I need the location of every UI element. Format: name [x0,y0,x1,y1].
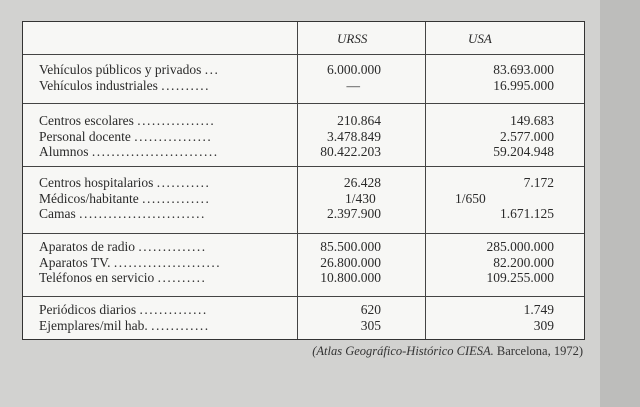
usa-value: 309 [533,317,554,333]
urss-value: 6.000.000 [327,62,381,77]
section-communications [23,239,584,286]
leader-dots: ................ [137,113,216,128]
leader-dots: .......................... [91,144,219,159]
row-label: Ejemplares/mil hab. [39,317,148,333]
urss-value: 305 [360,317,381,333]
row-label: Periódicos diarios [39,302,137,317]
row-divider [23,296,584,297]
table-row [23,62,584,78]
leader-dots: .......................... [79,206,206,221]
leader-dots: ................ [134,128,213,144]
leader-dots: ........... [156,175,211,190]
table-row [23,318,584,334]
source-place-year: Barcelona, 1972) [496,344,583,358]
leader-dots: .......... [161,77,210,93]
source-title: (Atlas Geográfico-Histórico CIESA. [312,344,494,358]
usa-value: 1/650 [455,190,486,206]
table-row [23,302,584,318]
usa-value: 149.683 [510,113,554,128]
usa-value: 2.577.000 [500,128,554,144]
row-label: Personal docente [39,128,131,144]
table-row [23,239,584,255]
urss-value: 1/430 [345,190,376,206]
table-row [23,175,584,191]
table-row [23,78,584,94]
page-edge [600,0,640,407]
section-education [23,113,584,160]
row-label: Centros hospitalarios [39,175,154,190]
usa-value: 109.255.000 [486,270,554,285]
leader-dots: .......... [157,270,207,285]
urss-value: 80.422.203 [320,144,381,159]
usa-value: 1.749 [523,302,554,317]
row-divider [23,166,584,167]
row-label: Alumnos [39,144,89,159]
header-urss: URSS [337,31,368,46]
table-row [23,270,584,286]
leader-dots: ...................... [113,254,222,270]
usa-value: 16.995.000 [493,77,554,93]
leader-dots: .............. [142,190,211,206]
urss-value: 620 [360,302,381,317]
urss-value: 85.500.000 [320,239,381,254]
row-divider [23,54,584,55]
usa-value: 83.693.000 [493,62,554,77]
leader-dots: ............ [151,317,210,333]
urss-value: 3.478.849 [327,128,381,144]
leader-dots: ... [204,62,220,77]
table-row [23,206,584,222]
row-label: Teléfonos en servicio [39,270,155,285]
row-label: Vehículos industriales [39,77,158,93]
table-row [23,113,584,129]
section-health [23,175,584,222]
row-label: Médicos/habitante [39,190,139,206]
urss-value: 26.800.000 [320,254,381,270]
row-label: Centros escolares [39,113,134,128]
table-row [23,255,584,271]
section-press [23,302,584,333]
row-divider [23,233,584,234]
table-row [23,191,584,207]
usa-value: 1.671.125 [500,206,554,221]
row-label: Camas [39,206,76,221]
row-label: Vehículos públicos y privados [39,62,202,77]
row-label: Aparatos TV. [39,254,111,270]
usa-value: 59.204.948 [493,144,554,159]
urss-value: 10.800.000 [320,270,381,285]
urss-value: — [346,77,360,93]
leader-dots: .............. [139,302,208,317]
section-vehicles [23,62,584,93]
usa-value: 7.172 [523,175,554,190]
urss-value: 2.397.900 [327,206,381,221]
header-usa: USA [468,31,492,46]
usa-value: 285.000.000 [486,239,554,254]
urss-value: 26.428 [343,175,381,190]
usa-value: 82.200.000 [493,254,554,270]
source-caption [312,344,583,359]
row-label: Aparatos de radio [39,239,135,254]
table-row [23,129,584,145]
row-divider [23,103,584,104]
table-row [23,144,584,160]
urss-value: 210.864 [337,113,381,128]
leader-dots: .............. [138,239,207,254]
comparison-table [22,21,585,340]
